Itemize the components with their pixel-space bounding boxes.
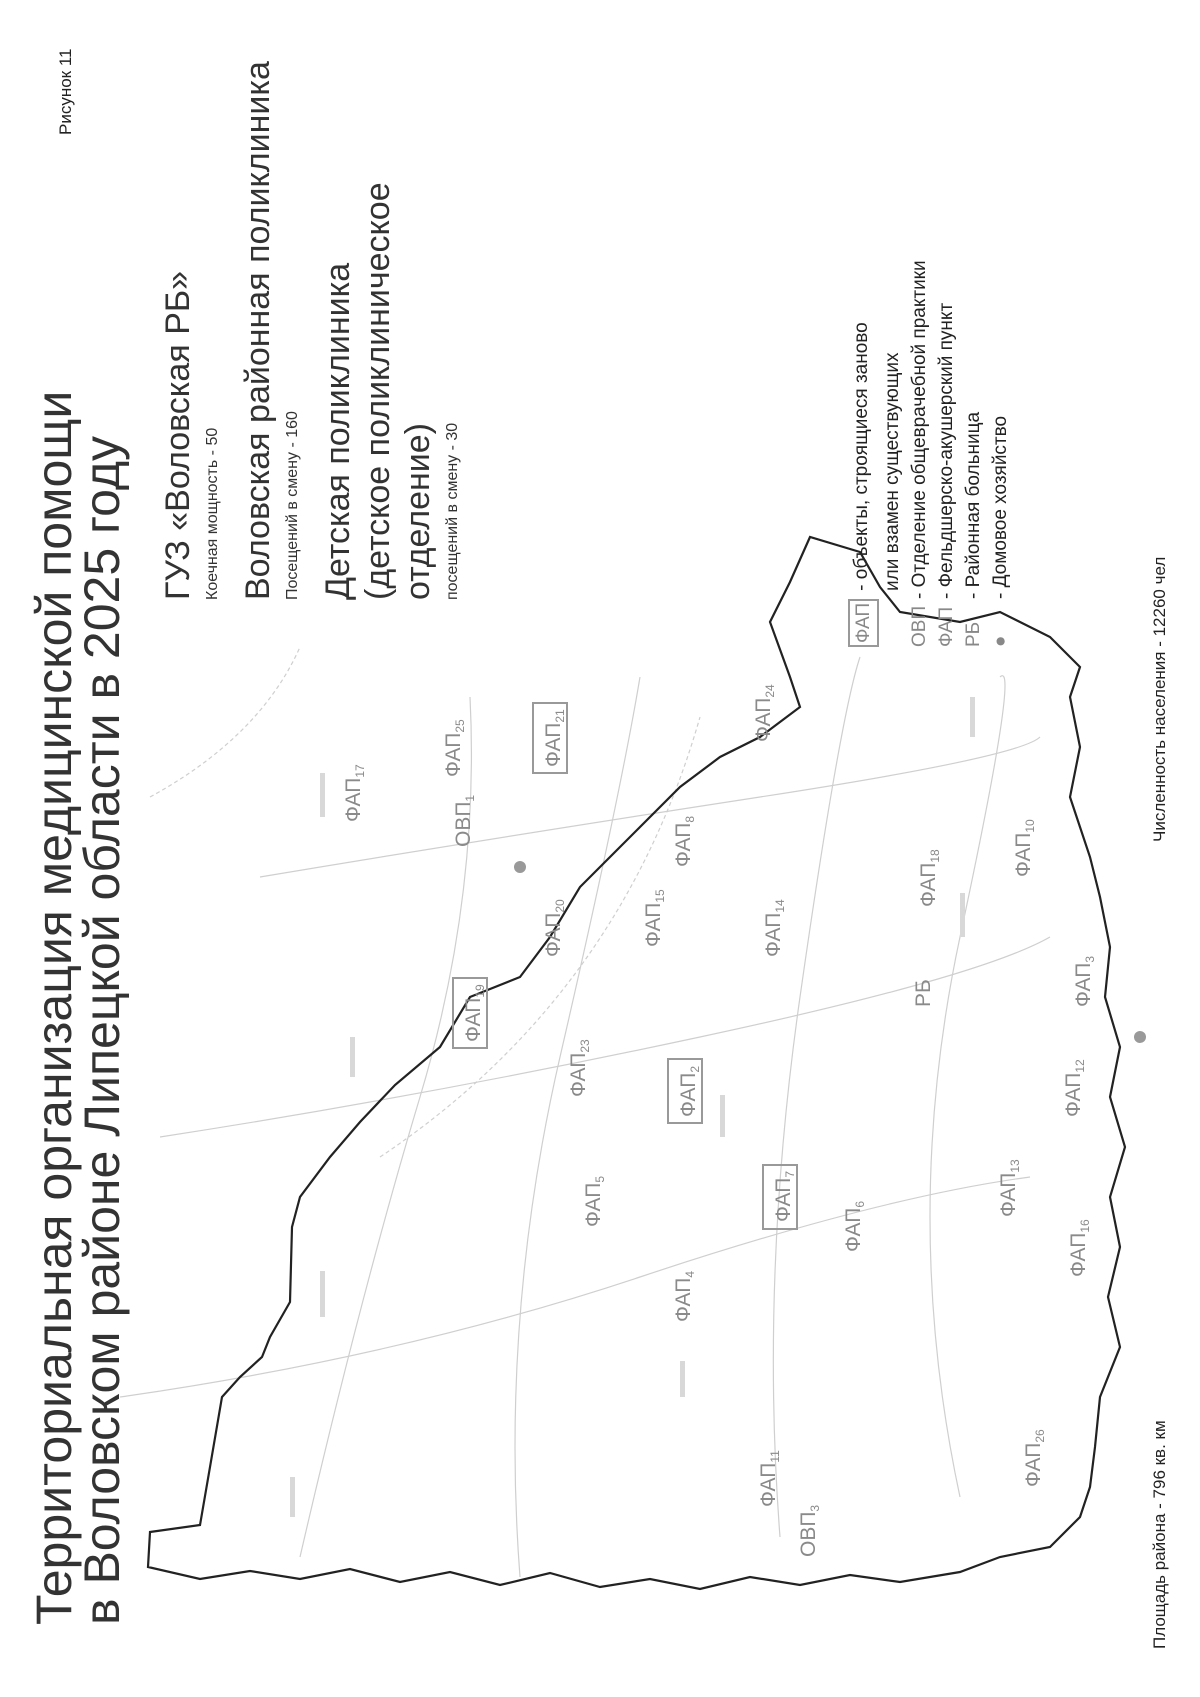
legend-household-text: - Домовое хозяйство bbox=[990, 415, 1011, 599]
child-clinic-line2: (детское поликлиническое bbox=[359, 182, 397, 600]
marker-fap-12: ФАП12 bbox=[1062, 1059, 1087, 1117]
area-note: Площадь района - 796 кв. км bbox=[1150, 1420, 1169, 1649]
marker-fap-15: ФАП15 bbox=[642, 889, 667, 947]
legend-box-symbol: ФАП bbox=[848, 599, 879, 647]
legend-rb-text: - Районная больница bbox=[963, 411, 984, 599]
figure-label: Рисунок 11 bbox=[56, 48, 75, 135]
road-network bbox=[120, 647, 1050, 1577]
marker-fap-2-new: ФАП2 bbox=[677, 1065, 702, 1117]
marker-fap-24: ФАП24 bbox=[752, 684, 777, 742]
info-panel bbox=[158, 61, 478, 600]
household-icon: ● bbox=[990, 635, 1011, 647]
legend-fap-symbol: ФАП bbox=[936, 606, 957, 647]
marker-fap-17: ФАП17 bbox=[342, 764, 367, 822]
household-dot bbox=[1134, 1031, 1146, 1043]
child-clinic-line3: отделение) bbox=[399, 423, 437, 600]
marker-fap-8: ФАП8 bbox=[672, 815, 697, 867]
marker-rb: РБ bbox=[912, 979, 935, 1007]
legend-ovp bbox=[906, 260, 933, 647]
marker-ovp-3: ОВП3 bbox=[797, 1504, 822, 1557]
legend-rb-symbol: РБ bbox=[963, 621, 984, 647]
marker-fap-22: ФАП23 bbox=[567, 1039, 592, 1097]
marker-fap-20: ФАП20 bbox=[542, 899, 567, 957]
marker-ovp-1: ОВП1 bbox=[452, 794, 477, 847]
population-note: Численность населения - 12260 чел bbox=[1150, 556, 1169, 842]
marker-fap-26: ФАП26 bbox=[1022, 1429, 1047, 1487]
marker-fap-6: ФАП6 bbox=[842, 1200, 867, 1252]
marker-fap-16: ФАП16 bbox=[1067, 1219, 1092, 1277]
legend-fap bbox=[933, 260, 960, 647]
household-dot bbox=[514, 861, 526, 873]
legend-fap-text: - Фельдшерско-акушерский пункт bbox=[936, 302, 957, 599]
village-labels bbox=[290, 697, 975, 1517]
marker-fap-25: ФАП25 bbox=[442, 719, 467, 777]
beds-capacity: Коечная мощность - 50 bbox=[204, 427, 221, 600]
marker-fap-13: ФАП13 bbox=[997, 1159, 1022, 1217]
marker-fap-19-new: ФАП19 bbox=[462, 984, 487, 1042]
marker-fap-7-new: ФАП7 bbox=[772, 1170, 797, 1222]
marker-fap-3: ФАП3 bbox=[1072, 955, 1097, 1007]
child-clinic-line1: Детская поликлиника bbox=[319, 262, 357, 600]
legend-new-objects-text: - объекты, строящиеся заново bbox=[851, 322, 872, 591]
marker-fap-11: ФАП11 bbox=[757, 1450, 782, 1507]
legend-rb bbox=[960, 260, 987, 647]
facility-markers bbox=[342, 684, 1146, 1557]
marker-fap-14: ФАП14 bbox=[762, 899, 787, 957]
marker-fap-4: ФАП4 bbox=[672, 1270, 697, 1322]
marker-fap-10: ФАП10 bbox=[1012, 819, 1037, 877]
marker-fap-5: ФАП5 bbox=[582, 1175, 607, 1227]
legend-household bbox=[987, 260, 1014, 647]
legend-ovp-symbol: ОВП bbox=[909, 605, 930, 647]
title-line-1: Территориальная организация медицинской помощи bbox=[26, 390, 82, 1625]
marker-fap-18: ФАП18 bbox=[917, 849, 942, 907]
legend-new-objects bbox=[848, 260, 879, 647]
clinic-name: Воловская районная поликлиника bbox=[239, 61, 277, 600]
legend-new-objects-text-2: или взамен существующих bbox=[882, 352, 903, 591]
title-line-2: в Воловском районе Липецкой области в 2025 году bbox=[74, 435, 130, 1625]
marker-fap-21-new: ФАП21 bbox=[542, 709, 567, 767]
legend-ovp-text: - Отделение общеврачебной практики bbox=[909, 260, 930, 599]
clinic-visits: Посещений в смену - 160 bbox=[284, 411, 301, 600]
org-name: ГУЗ «Воловская РБ» bbox=[159, 270, 197, 600]
child-clinic-visits: посещений в смену - 30 bbox=[444, 422, 461, 600]
map-legend bbox=[848, 260, 1014, 647]
